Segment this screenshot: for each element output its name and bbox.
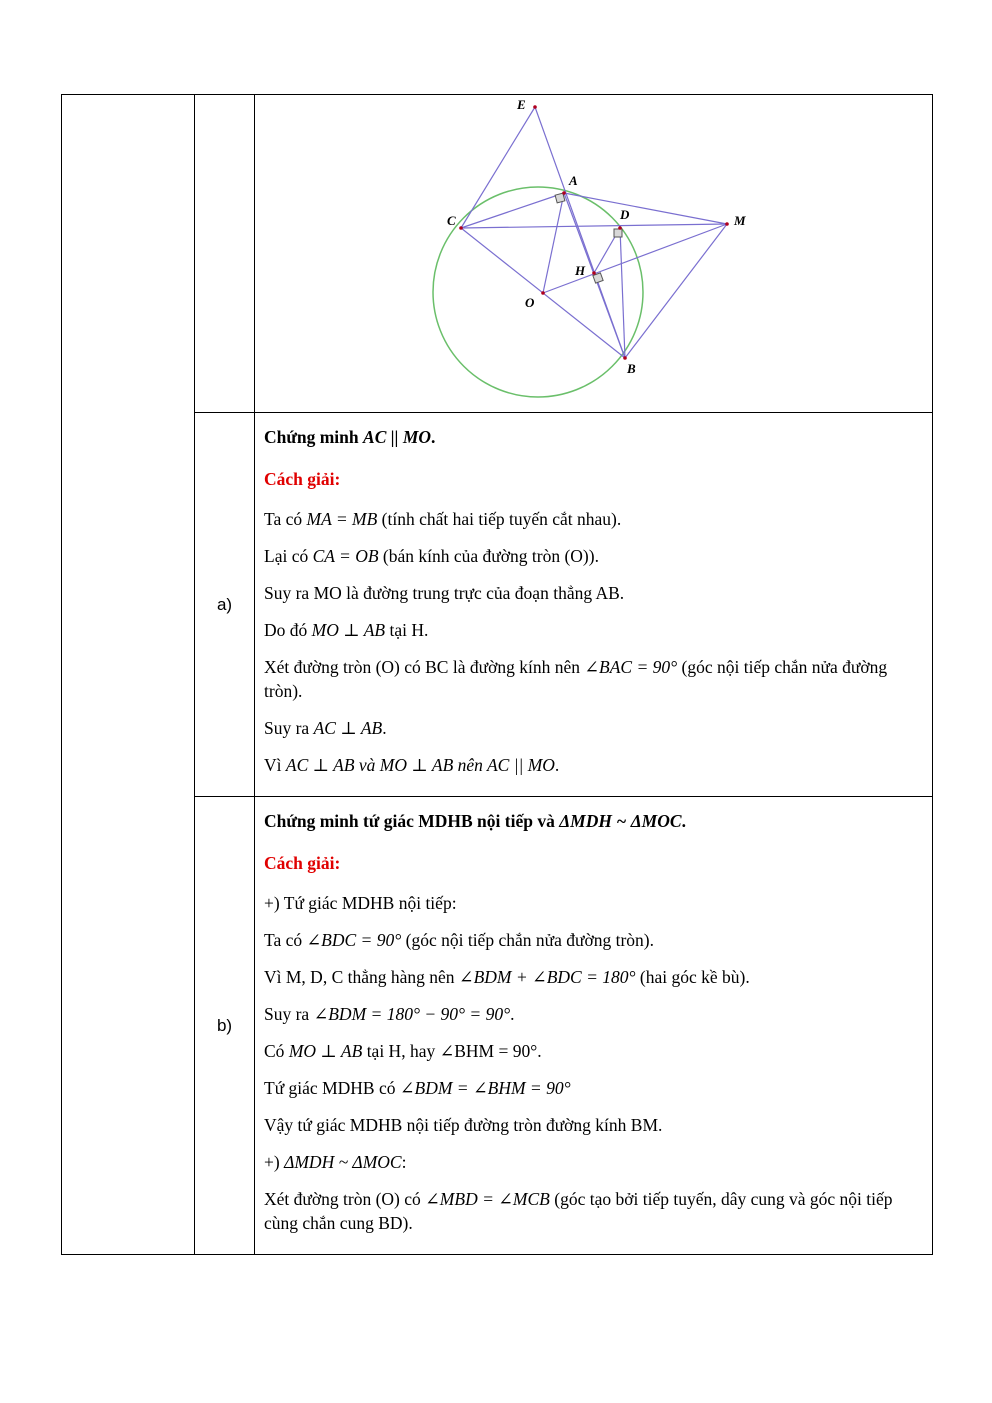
part-b-heading: Chứng minh tứ giác MDHB nội tiếp và ΔMDH ~ ΔMOC. <box>264 811 686 831</box>
line-math: AC ⊥ AB và MO ⊥ AB nên AC || MO <box>285 755 555 775</box>
part-b-line <box>264 1076 924 1100</box>
line-math: MO ⊥ AB <box>288 1041 363 1061</box>
line-math: ΔMDH ~ ΔMOC <box>284 1152 402 1172</box>
line-text: +) <box>264 1152 280 1172</box>
line-text: (góc nội tiếp chắn nửa đường tròn). <box>405 930 654 950</box>
part-a-solution-label: Cách giải: <box>264 469 341 489</box>
circle-o <box>433 187 643 397</box>
part-a-lines <box>264 507 924 777</box>
line-math: ∠BDM + ∠BDC = 180° <box>458 967 636 987</box>
part-b-line <box>264 891 924 915</box>
line-math: ∠BDM = ∠BHM = 90° <box>399 1078 571 1098</box>
figure-cell <box>255 95 933 413</box>
part-a-line <box>264 581 924 605</box>
part-a-line <box>264 544 924 568</box>
line-text: Vì M, D, C thẳng hàng nên <box>264 967 455 987</box>
part-a-line <box>264 716 924 740</box>
part-a-heading: Chứng minh AC || MO. <box>264 427 436 447</box>
line-math: ∠BDC = 90° <box>306 930 402 950</box>
point-label-m: M <box>734 213 746 228</box>
line-text: Vậy tứ giác MDHB nội tiếp đường tròn đường kính BM. <box>264 1115 663 1135</box>
point-label-e: E <box>517 97 526 112</box>
line-text: tại H. <box>389 620 429 640</box>
line-text: (góc tạo bởi tiếp tuyến, dây cung và góc nội tiếp cùng chắn cung BD). <box>264 1189 893 1233</box>
line-math: ∠MBD = ∠MCB <box>425 1189 550 1209</box>
line-text: Suy ra MO là đường trung trực của đoạn thẳng AB. <box>264 583 625 603</box>
part-a-content <box>255 413 933 797</box>
solution-table <box>61 94 933 1255</box>
line-text: . <box>510 1004 515 1024</box>
line-math: MA = MB <box>306 509 378 529</box>
part-b-line <box>264 1039 924 1063</box>
line-text: Xét đường tròn (O) có BC là đường kính nên <box>264 657 580 677</box>
line-text: . <box>382 718 387 738</box>
line-text: +) Tứ giác MDHB nội tiếp: <box>264 893 457 913</box>
question-cell <box>62 95 195 1255</box>
part-b-line <box>264 1002 924 1026</box>
line-text: Suy ra <box>264 718 310 738</box>
figure-label-cell <box>195 95 255 413</box>
line-text: Tứ giác MDHB có <box>264 1078 396 1098</box>
line-text: . <box>554 755 560 775</box>
line-text: Do đó <box>264 620 308 640</box>
line-text: Xét đường tròn (O) có <box>264 1189 421 1209</box>
line-math: CA = OB <box>312 546 379 566</box>
part-b-label: b) <box>195 797 255 1255</box>
part-a-label: a) <box>195 413 255 797</box>
line-text: (góc nội tiếp chắn nửa đường tròn). <box>264 657 888 701</box>
line-text: (hai góc kề bù). <box>639 967 750 987</box>
point-label-o: O <box>525 295 535 310</box>
part-a-line <box>264 753 924 777</box>
part-b-line <box>264 1113 924 1137</box>
part-b-line <box>264 928 924 952</box>
line-text: Suy ra <box>264 1004 310 1024</box>
right-angle-marks <box>555 193 622 283</box>
point-label-c: C <box>447 213 456 228</box>
point-label-a: A <box>569 173 578 188</box>
figure-row <box>62 95 933 413</box>
point-label-d: D <box>620 207 630 222</box>
figure-lines <box>461 107 727 358</box>
line-text: Lại có <box>264 546 309 566</box>
part-a-line <box>264 655 924 703</box>
line-text: Có <box>264 1041 285 1061</box>
line-text: Ta có <box>264 509 303 529</box>
point-label-h: H <box>575 263 586 278</box>
point-dots <box>459 105 729 360</box>
line-text: (bán kính của đường tròn (O)). <box>382 546 599 566</box>
geometry-figure <box>255 95 933 412</box>
part-b-line <box>264 1150 924 1174</box>
part-b-content <box>255 797 933 1255</box>
part-b-lines <box>264 891 924 1235</box>
line-text: Vì <box>264 755 282 775</box>
part-a-line <box>264 618 924 642</box>
line-math: AC ⊥ AB <box>313 718 383 738</box>
line-math: MO ⊥ AB <box>311 620 386 640</box>
part-a-line <box>264 507 924 531</box>
part-b-line <box>264 965 924 989</box>
line-text: (tính chất hai tiếp tuyến cắt nhau). <box>381 509 622 529</box>
line-math: ∠BDM = 180° − 90° = 90° <box>313 1004 511 1024</box>
part-b-line <box>264 1187 924 1235</box>
line-math: ∠BAC = 90° <box>584 657 678 677</box>
line-text: tại H, hay ∠BHM = 90°. <box>366 1041 542 1061</box>
part-b-solution-label: Cách giải: <box>264 853 341 873</box>
point-label-b: B <box>627 361 636 376</box>
line-text: : <box>401 1152 407 1172</box>
line-text: Ta có <box>264 930 303 950</box>
